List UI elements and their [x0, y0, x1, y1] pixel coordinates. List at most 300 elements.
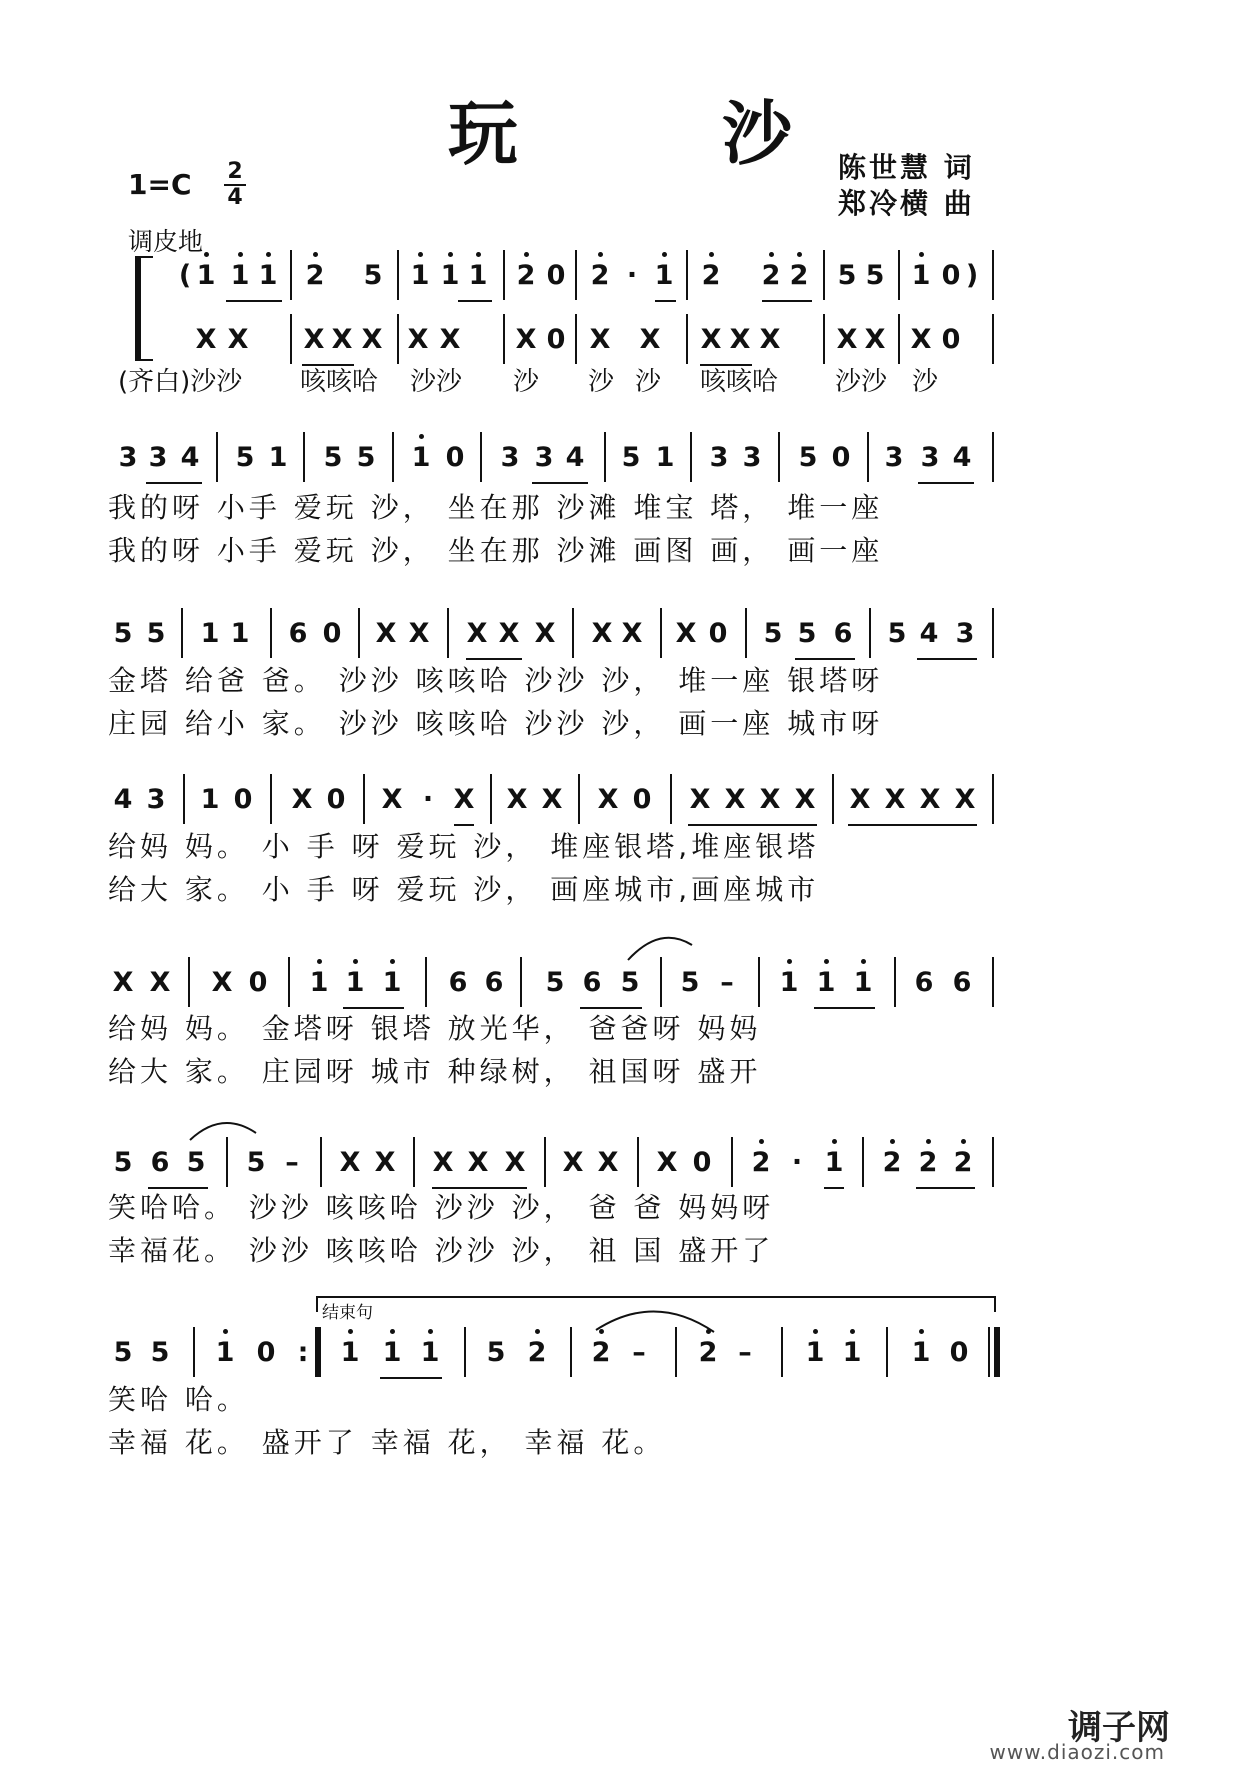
- barline: [288, 957, 290, 1007]
- barline: [992, 250, 994, 300]
- underline-beam: [148, 1187, 208, 1189]
- note: 5: [146, 618, 166, 649]
- note: 5: [186, 1147, 206, 1178]
- note: X: [195, 324, 217, 355]
- note: X: [375, 618, 397, 649]
- high-octave-dot: [850, 1329, 855, 1334]
- barline: [686, 314, 688, 364]
- note: X: [562, 1147, 584, 1178]
- high-octave-dot: [890, 1139, 895, 1144]
- note: 0: [546, 324, 566, 355]
- barline: [216, 432, 218, 482]
- barline: [670, 774, 672, 824]
- underline-beam: [918, 482, 974, 484]
- note: 2: [590, 260, 610, 291]
- note: 3: [534, 442, 554, 473]
- note: X: [374, 1147, 396, 1178]
- note: 5: [837, 260, 857, 291]
- note: 1: [215, 1337, 235, 1368]
- note: 6: [288, 618, 308, 649]
- note: X: [466, 618, 488, 649]
- performance-direction: 调皮地: [128, 227, 204, 256]
- note: 4: [180, 442, 200, 473]
- note: 5: [620, 967, 640, 998]
- note: X: [759, 324, 781, 355]
- note: X: [689, 784, 711, 815]
- note: ·: [422, 784, 434, 815]
- lyric-line: 笑哈 哈。: [108, 1383, 249, 1416]
- barline: [490, 774, 492, 824]
- note: 1: [805, 1337, 825, 1368]
- note: X: [331, 324, 353, 355]
- note: X: [303, 324, 325, 355]
- barline: [226, 1137, 228, 1187]
- note: 5: [246, 1147, 266, 1178]
- barline: [637, 1137, 639, 1187]
- note: 1: [779, 967, 799, 998]
- barline: [575, 314, 577, 364]
- note: X: [884, 784, 906, 815]
- high-octave-dot: [535, 1329, 540, 1334]
- note: 1: [258, 260, 278, 291]
- repeat-sign: :: [297, 1337, 309, 1368]
- note: 5: [865, 260, 885, 291]
- high-octave-dot: [317, 959, 322, 964]
- ending-label: 结束句: [322, 1303, 373, 1323]
- final-barline-thin: [988, 1327, 990, 1377]
- barline: [503, 250, 505, 300]
- note: 6: [448, 967, 468, 998]
- note: 2: [516, 260, 536, 291]
- key-signature: 1=C: [128, 168, 192, 201]
- note: 6: [582, 967, 602, 998]
- lyric-line: 咳咳哈: [700, 367, 779, 397]
- barline: [183, 774, 185, 824]
- note: 6: [914, 967, 934, 998]
- lyric-line: 给妈 妈。 金塔呀 银塔 放光华， 爸爸呀 妈妈: [108, 1012, 762, 1045]
- note: 5: [680, 967, 700, 998]
- staff-line: [0, 606, 1240, 666]
- underline-beam: [916, 1187, 975, 1189]
- lyric-line: 沙: [588, 367, 615, 397]
- note: 1: [824, 1147, 844, 1178]
- lyricist-credit: 陈世慧 词: [838, 151, 975, 184]
- high-octave-dot: [353, 959, 358, 964]
- time-sig-bottom: 4: [227, 185, 243, 210]
- lyric-line: 笑哈哈。 沙沙 咳咳哈 沙沙 沙， 爸 爸 妈妈呀: [108, 1191, 775, 1224]
- lyric-line: 沙: [513, 367, 540, 397]
- high-octave-dot: [759, 1139, 764, 1144]
- note: X: [227, 324, 249, 355]
- note: 5: [798, 442, 818, 473]
- note: 0: [233, 784, 253, 815]
- high-octave-dot: [662, 252, 667, 257]
- barline: [270, 774, 272, 824]
- staff-line: [0, 1325, 1240, 1385]
- barline: [992, 957, 994, 1007]
- note: 0: [708, 618, 728, 649]
- note: 3: [742, 442, 762, 473]
- barline: [832, 774, 834, 824]
- underline-beam: [146, 482, 202, 484]
- repeat-barline: [315, 1327, 321, 1377]
- note: 5: [235, 442, 255, 473]
- barline: [413, 1137, 415, 1187]
- barline: [320, 1137, 322, 1187]
- note: 0: [322, 618, 342, 649]
- note: 1: [853, 967, 873, 998]
- note: 5: [113, 618, 133, 649]
- note: X: [467, 1147, 489, 1178]
- note: X: [506, 784, 528, 815]
- note: X: [794, 784, 816, 815]
- note: 3: [118, 442, 138, 473]
- note: X: [408, 618, 430, 649]
- note: 1: [230, 618, 250, 649]
- underline-beam: [688, 824, 817, 826]
- high-octave-dot: [476, 252, 481, 257]
- note: 3: [709, 442, 729, 473]
- lyric-line: 给妈 妈。 小 手 呀 爱玩 沙， 堆座银塔,堆座银塔: [108, 830, 820, 863]
- note: 2: [882, 1147, 902, 1178]
- barline: [992, 774, 994, 824]
- high-octave-dot: [390, 959, 395, 964]
- high-octave-dot: [706, 1329, 711, 1334]
- underline-beam: [466, 658, 522, 660]
- high-octave-dot: [919, 1329, 924, 1334]
- high-octave-dot: [428, 1329, 433, 1334]
- note: 1: [911, 1337, 931, 1368]
- note: 5: [545, 967, 565, 998]
- high-octave-dot: [266, 252, 271, 257]
- barline: [188, 957, 190, 1007]
- barline: [575, 250, 577, 300]
- note: 4: [565, 442, 585, 473]
- note: X: [381, 784, 403, 815]
- note: 0: [248, 967, 268, 998]
- note: 0: [692, 1147, 712, 1178]
- note: 1: [410, 260, 430, 291]
- lyric-line: 金塔 给爸 爸。 沙沙 咳咳哈 沙沙 沙， 堆一座 银塔呀: [108, 664, 884, 697]
- high-octave-dot: [204, 252, 209, 257]
- barline: [992, 608, 994, 658]
- note: 0: [941, 260, 961, 291]
- lyric-line: 沙沙: [835, 367, 888, 397]
- note: 0: [831, 442, 851, 473]
- note: X: [729, 324, 751, 355]
- barline: [397, 250, 399, 300]
- lyric-line: 给大 家。 小 手 呀 爱玩 沙， 画座城市,画座城市: [108, 873, 820, 906]
- note: 6: [833, 618, 853, 649]
- barline: [290, 250, 292, 300]
- high-octave-dot: [824, 959, 829, 964]
- high-octave-dot: [223, 1329, 228, 1334]
- underline-beam: [226, 300, 282, 302]
- note: 1: [816, 967, 836, 998]
- note: X: [864, 324, 886, 355]
- note: X: [675, 618, 697, 649]
- note: 1: [654, 260, 674, 291]
- underline-beam: [917, 658, 977, 660]
- note: 2: [789, 260, 809, 291]
- note: –: [285, 1147, 299, 1178]
- high-octave-dot: [961, 1139, 966, 1144]
- note: (: [178, 260, 192, 291]
- underline-beam: [655, 300, 676, 302]
- note: 6: [484, 967, 504, 998]
- underline-beam: [795, 658, 855, 660]
- note: 0: [546, 260, 566, 291]
- barline: [392, 432, 394, 482]
- high-octave-dot: [813, 1329, 818, 1334]
- note: X: [541, 784, 563, 815]
- note: 6: [150, 1147, 170, 1178]
- note: X: [112, 967, 134, 998]
- barline: [675, 1327, 677, 1377]
- lyric-line: 幸福花。 沙沙 咳咳哈 沙沙 沙， 祖 国 盛开了: [108, 1234, 775, 1267]
- note: X: [453, 784, 475, 815]
- barline: [992, 1137, 994, 1187]
- note: 0: [949, 1337, 969, 1368]
- note: 1: [911, 260, 931, 291]
- note: 1: [411, 442, 431, 473]
- note: X: [211, 967, 233, 998]
- note: X: [639, 324, 661, 355]
- note: 1: [200, 618, 220, 649]
- note: 1: [420, 1337, 440, 1368]
- note: 0: [445, 442, 465, 473]
- high-octave-dot: [348, 1329, 353, 1334]
- underline-beam: [532, 482, 588, 484]
- underline-beam: [762, 300, 812, 302]
- barline: [290, 314, 292, 364]
- note: X: [919, 784, 941, 815]
- underline-beam: [343, 1007, 404, 1009]
- note: 1: [340, 1337, 360, 1368]
- note: X: [515, 324, 537, 355]
- lyric-line: 幸福 花。 盛开了 幸福 花， 幸福 花。: [108, 1426, 666, 1459]
- note: 4: [952, 442, 972, 473]
- underline-beam: [814, 1007, 875, 1009]
- barline: [778, 432, 780, 482]
- note: 4: [113, 784, 133, 815]
- barline: [503, 314, 505, 364]
- high-octave-dot: [418, 252, 423, 257]
- high-octave-dot: [861, 959, 866, 964]
- note: 3: [884, 442, 904, 473]
- note: 3: [500, 442, 520, 473]
- note: 5: [323, 442, 343, 473]
- note: 5: [621, 442, 641, 473]
- note: 3: [148, 442, 168, 473]
- note: 2: [751, 1147, 771, 1178]
- note: 5: [113, 1337, 133, 1368]
- note: 2: [701, 260, 721, 291]
- underline-beam: [458, 300, 492, 302]
- note: 0: [326, 784, 346, 815]
- barline: [869, 608, 871, 658]
- lyric-line: 沙沙: [410, 367, 463, 397]
- staff-line: [0, 430, 1240, 490]
- barline: [464, 1327, 466, 1377]
- high-octave-dot: [238, 252, 243, 257]
- barline: [425, 957, 427, 1007]
- note: X: [700, 324, 722, 355]
- staff-line: [0, 1135, 1240, 1195]
- barline: [660, 608, 662, 658]
- note: 1: [345, 967, 365, 998]
- note: 1: [200, 784, 220, 815]
- barline: [867, 432, 869, 482]
- note: 5: [486, 1337, 506, 1368]
- note: 5: [763, 618, 783, 649]
- barline: [480, 432, 482, 482]
- lyric-line: 给大 家。 庄园呀 城市 种绿树， 祖国呀 盛开: [108, 1055, 762, 1088]
- note: X: [597, 784, 619, 815]
- barline: [686, 250, 688, 300]
- note: 1: [440, 260, 460, 291]
- barline: [604, 432, 606, 482]
- note: 3: [955, 618, 975, 649]
- note: 5: [356, 442, 376, 473]
- note: X: [954, 784, 976, 815]
- note: ·: [626, 260, 638, 291]
- note: ·: [791, 1147, 803, 1178]
- underline-beam: [380, 1377, 442, 1379]
- note: 1: [382, 1337, 402, 1368]
- barline: [758, 957, 760, 1007]
- barline: [894, 957, 896, 1007]
- barline: [572, 608, 574, 658]
- underline-beam: [580, 1007, 642, 1009]
- underline-beam: [432, 1187, 527, 1189]
- note: X: [849, 784, 871, 815]
- lyric-line: 沙: [635, 367, 662, 397]
- note: 2: [761, 260, 781, 291]
- note: ): [965, 260, 979, 291]
- barline: [823, 250, 825, 300]
- note: X: [498, 618, 520, 649]
- note: 1: [468, 260, 488, 291]
- note: X: [291, 784, 313, 815]
- staff-line: [0, 955, 1240, 1015]
- staff-line: [0, 312, 1240, 372]
- barline: [886, 1327, 888, 1377]
- note: X: [589, 324, 611, 355]
- note: 1: [309, 967, 329, 998]
- barline: [303, 432, 305, 482]
- staff-line: [0, 248, 1240, 308]
- note: 4: [919, 618, 939, 649]
- underline-beam: [824, 1187, 844, 1189]
- high-octave-dot: [419, 434, 424, 439]
- note: 2: [918, 1147, 938, 1178]
- note: X: [759, 784, 781, 815]
- note: X: [597, 1147, 619, 1178]
- note: 2: [698, 1337, 718, 1368]
- note: X: [432, 1147, 454, 1178]
- note: –: [720, 967, 734, 998]
- note: 2: [305, 260, 325, 291]
- note: 5: [113, 1147, 133, 1178]
- barline: [570, 1327, 572, 1377]
- high-octave-dot: [709, 252, 714, 257]
- song-title: 玩 沙: [447, 93, 883, 175]
- note: –: [632, 1337, 646, 1368]
- barline: [823, 314, 825, 364]
- watermark-logo: 调子网: [1068, 1708, 1170, 1748]
- lyric-line: 沙: [912, 367, 939, 397]
- note: 2: [527, 1337, 547, 1368]
- barline: [731, 1137, 733, 1187]
- high-octave-dot: [448, 252, 453, 257]
- high-octave-dot: [797, 252, 802, 257]
- note: 3: [146, 784, 166, 815]
- composer-credit: 郑冷横 曲: [838, 187, 975, 220]
- note: X: [656, 1147, 678, 1178]
- barline: [270, 608, 272, 658]
- high-octave-dot: [787, 959, 792, 964]
- barline: [745, 608, 747, 658]
- barline: [447, 608, 449, 658]
- note: 5: [150, 1337, 170, 1368]
- barline: [690, 432, 692, 482]
- note: X: [724, 784, 746, 815]
- staff-line: [0, 772, 1240, 832]
- note: 3: [920, 442, 940, 473]
- note: 0: [941, 324, 961, 355]
- note: 0: [256, 1337, 276, 1368]
- high-octave-dot: [926, 1139, 931, 1144]
- note: 1: [382, 967, 402, 998]
- high-octave-dot: [313, 252, 318, 257]
- barline: [181, 608, 183, 658]
- barline: [781, 1327, 783, 1377]
- note: X: [407, 324, 429, 355]
- final-barline: [994, 1327, 1000, 1377]
- note: 6: [952, 967, 972, 998]
- lyric-line: 咳咳哈: [300, 367, 379, 397]
- note: X: [504, 1147, 526, 1178]
- note: 5: [797, 618, 817, 649]
- underline-beam: [454, 824, 474, 826]
- note: –: [738, 1337, 752, 1368]
- high-octave-dot: [919, 252, 924, 257]
- note: X: [339, 1147, 361, 1178]
- note: 2: [953, 1147, 973, 1178]
- high-octave-dot: [524, 252, 529, 257]
- note: X: [910, 324, 932, 355]
- note: 2: [591, 1337, 611, 1368]
- high-octave-dot: [769, 252, 774, 257]
- barline: [363, 774, 365, 824]
- barline: [898, 250, 900, 300]
- note: X: [439, 324, 461, 355]
- lyric-line: 庄园 给小 家。 沙沙 咳咳哈 沙沙 沙， 画一座 城市呀: [108, 707, 884, 740]
- barline: [358, 608, 360, 658]
- note: 1: [196, 260, 216, 291]
- note: 1: [230, 260, 250, 291]
- note: 0: [632, 784, 652, 815]
- note: X: [591, 618, 613, 649]
- barline: [578, 774, 580, 824]
- note: 1: [842, 1337, 862, 1368]
- barline: [193, 1327, 195, 1377]
- note: X: [534, 618, 556, 649]
- barline: [660, 957, 662, 1007]
- note: 1: [268, 442, 288, 473]
- lyric-line: 我的呀 小手 爱玩 沙， 坐在那 沙滩 堆宝 塔， 堆一座: [108, 491, 884, 524]
